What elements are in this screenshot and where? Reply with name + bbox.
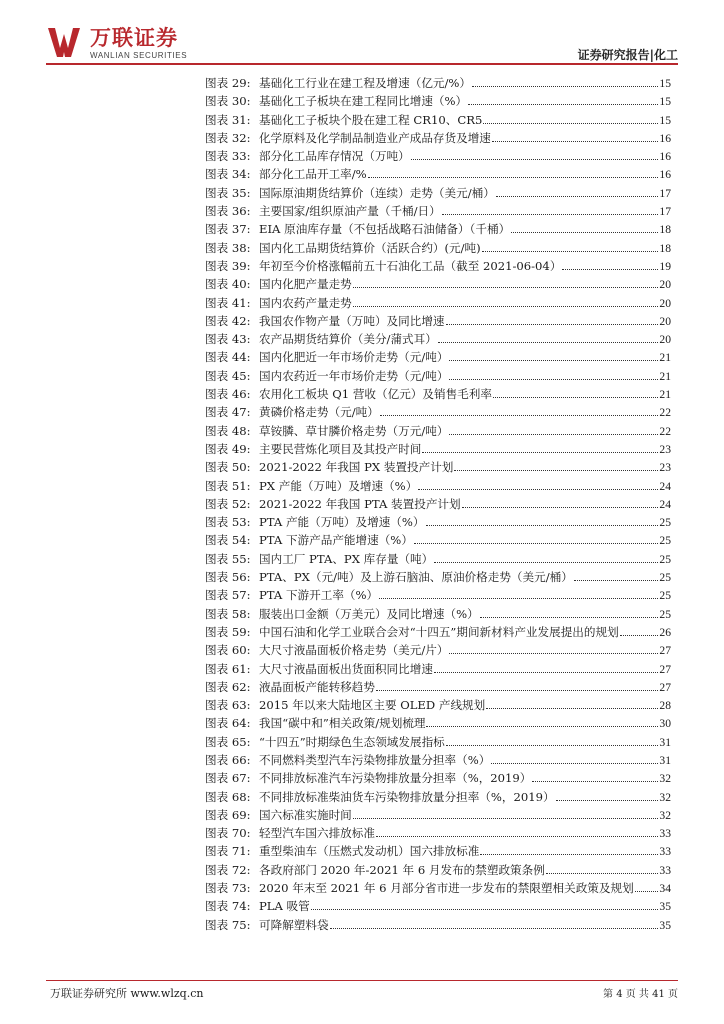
toc-entry-page: 27 bbox=[659, 680, 671, 694]
toc-entry-page: 35 bbox=[659, 900, 671, 914]
toc-entry-page: 33 bbox=[659, 863, 671, 877]
toc-entry-title: 化学原料及化学制品制造业产成品存货及增速 bbox=[259, 130, 491, 145]
toc-entry-page: 21 bbox=[659, 369, 671, 383]
toc-dot-leader bbox=[422, 443, 658, 453]
toc-entry-title: 2021-2022 年我国 PX 装置投产计划 bbox=[259, 460, 454, 475]
toc-entry[interactable] bbox=[205, 605, 671, 623]
toc-entry-title: 国内化肥近一年市场价走势（元/吨） bbox=[259, 350, 449, 365]
toc-entry-label: 图表 44: bbox=[205, 350, 251, 365]
toc-entry-label: 图表 69: bbox=[205, 807, 251, 822]
toc-entry-page: 15 bbox=[659, 95, 671, 109]
toc-entry[interactable] bbox=[205, 842, 671, 860]
toc-entry-page: 25 bbox=[659, 534, 671, 548]
toc-entry-page: 16 bbox=[659, 168, 671, 182]
toc-entry-label: 图表 47: bbox=[205, 405, 251, 420]
toc-entry-page: 16 bbox=[659, 150, 671, 164]
toc-entry[interactable] bbox=[205, 495, 671, 513]
toc-entry-label: 图表 43: bbox=[205, 332, 251, 347]
toc-entry[interactable] bbox=[205, 422, 671, 440]
toc-dot-leader bbox=[414, 534, 658, 544]
toc-entry[interactable] bbox=[205, 623, 671, 641]
toc-entry-title: 中国石油和化学工业联合会对“十四五”期间新材料产业发展提出的规划 bbox=[259, 624, 619, 639]
toc-entry-label: 图表 73: bbox=[205, 881, 251, 896]
toc-entry-page: 25 bbox=[659, 589, 671, 603]
toc-entry-title: 农产品期货结算价（美分/蒲式耳） bbox=[259, 332, 437, 347]
toc-entry-title: 可降解塑料袋 bbox=[259, 917, 329, 932]
toc-entry-title: PLA 吸管 bbox=[259, 899, 310, 914]
toc-entry[interactable] bbox=[205, 824, 671, 842]
toc-entry-page: 22 bbox=[659, 424, 671, 438]
toc-entry[interactable] bbox=[205, 660, 671, 678]
toc-entry-label: 图表 55: bbox=[205, 551, 251, 566]
toc-entry[interactable] bbox=[205, 641, 671, 659]
toc-entry-page: 30 bbox=[659, 717, 671, 731]
toc-entry[interactable] bbox=[205, 403, 671, 421]
toc-entry-title: 部分化工品库存情况（万吨） bbox=[259, 149, 410, 164]
toc-entry-label: 图表 35: bbox=[205, 185, 251, 200]
toc-entry-label: 图表 40: bbox=[205, 277, 251, 292]
toc-dot-leader bbox=[486, 699, 658, 709]
toc-entry-label: 图表 38: bbox=[205, 240, 251, 255]
toc-dot-leader bbox=[493, 388, 658, 398]
footer-source: 万联证券研究所 www.wlzq.cn bbox=[50, 987, 204, 1000]
toc-entry-page: 25 bbox=[659, 607, 671, 621]
report-type: 证券研究报告|化工 bbox=[577, 48, 678, 62]
toc-dot-leader bbox=[462, 498, 659, 508]
toc-entry-title: PTA 产能（万吨）及增速（%） bbox=[259, 515, 425, 530]
toc-entry-title: 基础化工子板块个股在建工程 CR10、CR5 bbox=[259, 112, 483, 127]
toc-entry-label: 图表 45: bbox=[205, 368, 251, 383]
toc-entry-page: 19 bbox=[659, 259, 671, 273]
toc-entry-page: 25 bbox=[659, 571, 671, 585]
toc-entry[interactable] bbox=[205, 294, 671, 312]
toc-entry-page: 27 bbox=[659, 644, 671, 658]
toc-entry-title: PTA 下游开工率（%） bbox=[259, 588, 379, 603]
toc-entry-title: 2020 年末至 2021 年 6 月部分省市进一步发布的禁限塑相关政策及规划 bbox=[259, 881, 634, 896]
logo-english-name: WANLIAN SECURITIES bbox=[90, 51, 188, 60]
toc-entry-label: 图表 59: bbox=[205, 624, 251, 639]
toc-entry-title: 2021-2022 年我国 PTA 装置投产计划 bbox=[259, 496, 461, 511]
toc-entry-title: 年初至今价格涨幅前五十石油化工品（截至 2021-06-04） bbox=[259, 258, 562, 273]
toc-entry-title: “十四五”时期绿色生态领域发展指标 bbox=[259, 734, 445, 749]
toc-entry-page: 16 bbox=[659, 131, 671, 145]
toc-entry-title: 黄磷价格走势（元/吨） bbox=[259, 405, 379, 420]
toc-entry-label: 图表 37: bbox=[205, 222, 251, 237]
toc-entry[interactable] bbox=[205, 129, 671, 147]
toc-entry-title: 国内化工品期货结算价（活跃合约）(元/吨) bbox=[259, 240, 481, 255]
toc-entry-title: 国内农药产量走势 bbox=[259, 295, 352, 310]
toc-entry-page: 32 bbox=[659, 808, 671, 822]
toc-dot-leader bbox=[449, 370, 658, 380]
toc-dot-leader bbox=[446, 736, 659, 746]
toc-entry-label: 图表 61: bbox=[205, 661, 251, 676]
toc-dot-leader bbox=[311, 900, 659, 910]
toc-entry-label: 图表 75: bbox=[205, 917, 251, 932]
toc-entry-title: 部分化工品开工率/% bbox=[259, 167, 367, 182]
toc-entry-page: 20 bbox=[659, 296, 671, 310]
toc-entry-title: 轻型汽车国六排放标准 bbox=[259, 826, 375, 841]
toc-entry-title: 基础化工子板块在建工程同比增速（%） bbox=[259, 94, 468, 109]
toc-entry-page: 20 bbox=[659, 314, 671, 328]
toc-entry-page: 27 bbox=[659, 662, 671, 676]
toc-dot-leader bbox=[446, 315, 659, 325]
toc-entry[interactable] bbox=[205, 916, 671, 934]
toc-entry-title: PX 产能（万吨）及增速（%） bbox=[259, 478, 418, 493]
toc-entry-label: 图表 57: bbox=[205, 588, 251, 603]
toc-dot-leader bbox=[380, 406, 659, 416]
toc-entry-page: 17 bbox=[659, 186, 671, 200]
toc-entry-page: 33 bbox=[659, 827, 671, 841]
toc-entry-page: 35 bbox=[659, 918, 671, 932]
toc-entry-title: 主要民营炼化项目及其投产时间 bbox=[259, 441, 422, 456]
toc-entry[interactable] bbox=[205, 348, 671, 366]
toc-entry-page: 32 bbox=[659, 772, 671, 786]
toc-entry-title: 主要国家/组织原油产量（千桶/日） bbox=[259, 204, 441, 219]
toc-dot-leader bbox=[449, 351, 658, 361]
toc-entry-label: 图表 29: bbox=[205, 76, 251, 90]
toc-entry-title: 服装出口金额（万美元）及同比增速（%） bbox=[259, 606, 479, 621]
toc-entry-title: 大尺寸液晶面板出货面积同比增速 bbox=[259, 661, 433, 676]
toc-entry[interactable] bbox=[205, 806, 671, 824]
toc-entry-page: 33 bbox=[659, 845, 671, 859]
toc-entry[interactable] bbox=[205, 257, 671, 275]
toc-entry-page: 17 bbox=[659, 205, 671, 219]
toc-entry-page: 31 bbox=[659, 735, 671, 749]
toc-entry-title: 大尺寸液晶面板价格走势（美元/片） bbox=[259, 643, 449, 658]
toc-entry[interactable] bbox=[205, 440, 671, 458]
toc-entry-label: 图表 60: bbox=[205, 643, 251, 658]
toc-dot-leader bbox=[449, 425, 658, 435]
toc-entry[interactable] bbox=[205, 74, 671, 92]
toc-dot-leader bbox=[454, 461, 658, 471]
toc-entry-page: 15 bbox=[659, 113, 671, 127]
toc-dot-leader bbox=[511, 223, 658, 233]
toc-entry-label: 图表 64: bbox=[205, 716, 251, 731]
toc-dot-leader bbox=[353, 809, 659, 819]
toc-entry-label: 图表 49: bbox=[205, 441, 251, 456]
toc-entry-label: 图表 31: bbox=[205, 112, 251, 127]
toc-entry-page: 34 bbox=[659, 882, 671, 896]
toc-entry-page: 15 bbox=[659, 77, 671, 90]
toc-entry[interactable] bbox=[205, 861, 671, 879]
toc-dot-leader bbox=[483, 114, 658, 124]
toc-entry-title: 国内化肥产量走势 bbox=[259, 277, 352, 292]
toc-entry[interactable] bbox=[205, 92, 671, 110]
toc-entry[interactable] bbox=[205, 733, 671, 751]
toc-dot-leader bbox=[556, 791, 659, 801]
toc-entry-page: 25 bbox=[659, 552, 671, 566]
toc-entry-title: 国六标准实施时间 bbox=[259, 807, 352, 822]
toc-entry-title: 国内农药近一年市场价走势（元/吨） bbox=[259, 368, 449, 383]
toc-entry-page: 22 bbox=[659, 406, 671, 420]
toc-dot-leader bbox=[418, 480, 658, 490]
toc-entry-title: 不同排放标准汽车污染物排放量分担率（%，2019） bbox=[259, 771, 532, 786]
toc-entry[interactable] bbox=[205, 550, 671, 568]
toc-entry-page: 28 bbox=[659, 699, 671, 713]
toc-dot-leader bbox=[562, 260, 658, 270]
toc-entry-label: 图表 66: bbox=[205, 752, 251, 767]
toc-entry-label: 图表 33: bbox=[205, 149, 251, 164]
toc-entry-label: 图表 48: bbox=[205, 423, 251, 438]
toc-entry-label: 图表 46: bbox=[205, 387, 251, 402]
toc-entry[interactable] bbox=[205, 788, 671, 806]
toc-entry-label: 图表 58: bbox=[205, 606, 251, 621]
toc-entry-label: 图表 51: bbox=[205, 478, 251, 493]
toc-entry-page: 18 bbox=[659, 241, 671, 255]
toc-dot-leader bbox=[442, 205, 659, 215]
toc-entry-label: 图表 62: bbox=[205, 679, 251, 694]
toc-entry-title: 农用化工板块 Q1 营收（亿元）及销售毛利率 bbox=[259, 387, 492, 402]
toc-entry[interactable] bbox=[205, 751, 671, 769]
toc-entry-label: 图表 70: bbox=[205, 826, 251, 841]
toc-entry[interactable] bbox=[205, 513, 671, 531]
toc-dot-leader bbox=[482, 242, 659, 252]
toc-entry-label: 图表 50: bbox=[205, 460, 251, 475]
toc-dot-leader bbox=[574, 571, 659, 581]
toc-dot-leader bbox=[620, 626, 659, 636]
toc-entry[interactable] bbox=[205, 879, 671, 897]
toc-entry-page: 21 bbox=[659, 388, 671, 402]
toc-dot-leader bbox=[353, 278, 659, 288]
toc-dot-leader bbox=[532, 772, 658, 782]
toc-entry-label: 图表 53: bbox=[205, 515, 251, 530]
toc-dot-leader bbox=[376, 827, 658, 837]
toc-entry[interactable] bbox=[205, 330, 671, 348]
toc-entry-page: 31 bbox=[659, 753, 671, 767]
toc-dot-leader bbox=[546, 864, 659, 874]
toc-entry[interactable] bbox=[205, 239, 671, 257]
toc-dot-leader bbox=[411, 150, 659, 160]
toc-entry[interactable] bbox=[205, 111, 671, 129]
toc-entry-label: 图表 54: bbox=[205, 533, 251, 548]
toc-entry[interactable] bbox=[205, 477, 671, 495]
toc-dot-leader bbox=[434, 663, 658, 673]
toc-dot-leader bbox=[426, 516, 659, 526]
toc-entry-label: 图表 39: bbox=[205, 258, 251, 273]
toc-dot-leader bbox=[635, 882, 659, 892]
toc-entry[interactable] bbox=[205, 458, 671, 476]
toc-entry-title: 草铵膦、草甘膦价格走势（万元/吨） bbox=[259, 423, 449, 438]
toc-entry-title: 重型柴油车（压燃式发动机）国六排放标准 bbox=[259, 844, 480, 859]
toc-entry-title: 基础化工行业在建工程及增速（亿元/%） bbox=[259, 76, 472, 90]
toc-entry[interactable] bbox=[205, 897, 671, 915]
toc-entry-label: 图表 68: bbox=[205, 789, 251, 804]
toc-entry-page: 23 bbox=[659, 461, 671, 475]
toc-entry-label: 图表 74: bbox=[205, 899, 251, 914]
toc-entry-title: PTA、PX（元/吨）及上游石脑油、原油价格走势（美元/桶） bbox=[259, 570, 573, 585]
logo-chinese-name: 万联证券 bbox=[90, 26, 178, 50]
toc-entry-page: 32 bbox=[659, 790, 671, 804]
toc-entry-page: 26 bbox=[659, 625, 671, 639]
toc-entry[interactable] bbox=[205, 568, 671, 586]
toc-dot-leader bbox=[492, 132, 659, 142]
toc-entry-page: 24 bbox=[659, 479, 671, 493]
toc-entry-label: 图表 67: bbox=[205, 771, 251, 786]
toc-entry[interactable] bbox=[205, 147, 671, 165]
toc-entry[interactable] bbox=[205, 367, 671, 385]
toc-dot-leader bbox=[426, 717, 658, 727]
toc-entry[interactable] bbox=[205, 165, 671, 183]
toc-entry-title: PTA 下游产品产能增速（%） bbox=[259, 533, 413, 548]
toc-dot-leader bbox=[496, 187, 659, 197]
toc-dot-leader bbox=[379, 589, 658, 599]
toc-entry[interactable] bbox=[205, 714, 671, 732]
toc-entry-label: 图表 56: bbox=[205, 570, 251, 585]
toc-entry-page: 18 bbox=[659, 223, 671, 237]
toc-entry-title: 我国“碳中和”相关政策/规划梳理 bbox=[259, 716, 426, 731]
company-logo bbox=[46, 24, 246, 64]
toc-entry-label: 图表 32: bbox=[205, 130, 251, 145]
toc-entry-label: 图表 41: bbox=[205, 295, 251, 310]
toc-entry-title: 国际原油期货结算价（连续）走势（美元/桶） bbox=[259, 185, 495, 200]
toc-entry[interactable] bbox=[205, 586, 671, 604]
toc-entry-title: 我国农作物产量（万吨）及同比增速 bbox=[259, 313, 445, 328]
figure-index bbox=[205, 74, 671, 934]
toc-dot-leader bbox=[480, 845, 658, 855]
toc-entry-label: 图表 52: bbox=[205, 496, 251, 511]
toc-entry[interactable] bbox=[205, 202, 671, 220]
toc-dot-leader bbox=[491, 754, 658, 764]
page-number: 第 4 页 共 41 页 bbox=[603, 989, 678, 1000]
toc-entry[interactable] bbox=[205, 696, 671, 714]
toc-entry-page: 25 bbox=[659, 516, 671, 530]
toc-entry-page: 20 bbox=[659, 278, 671, 292]
toc-entry-title: 不同排放标准柴油货车污染物排放量分担率（%，2019） bbox=[259, 789, 555, 804]
toc-entry-label: 图表 34: bbox=[205, 167, 251, 182]
toc-dot-leader bbox=[438, 333, 659, 343]
toc-entry-title: 国内工厂 PTA、PX 库存量（吨） bbox=[259, 551, 434, 566]
toc-entry-label: 图表 63: bbox=[205, 698, 251, 713]
toc-dot-leader bbox=[472, 77, 658, 87]
toc-entry-label: 图表 30: bbox=[205, 94, 251, 109]
toc-entry[interactable] bbox=[205, 769, 671, 787]
toc-entry-label: 图表 71: bbox=[205, 844, 251, 859]
toc-entry-page: 23 bbox=[659, 442, 671, 456]
toc-entry-page: 24 bbox=[659, 497, 671, 511]
toc-entry[interactable] bbox=[205, 220, 671, 238]
toc-entry-label: 图表 65: bbox=[205, 734, 251, 749]
toc-dot-leader bbox=[330, 919, 659, 929]
toc-entry[interactable] bbox=[205, 385, 671, 403]
wanlian-logo-icon bbox=[46, 24, 82, 60]
toc-entry[interactable] bbox=[205, 531, 671, 549]
toc-entry-label: 图表 36: bbox=[205, 204, 251, 219]
toc-dot-leader bbox=[468, 95, 658, 105]
toc-entry-page: 21 bbox=[659, 351, 671, 365]
toc-entry-page: 20 bbox=[659, 333, 671, 347]
toc-entry-title: 2015 年以来大陆地区主要 OLED 产线规划 bbox=[259, 698, 486, 713]
toc-entry-title: 各政府部门 2020 年-2021 年 6 月发布的禁塑政策条例 bbox=[259, 862, 545, 877]
toc-entry-title: 液晶面板产能转移趋势 bbox=[259, 679, 375, 694]
toc-dot-leader bbox=[449, 644, 658, 654]
footer-divider bbox=[46, 980, 678, 981]
toc-dot-leader bbox=[434, 553, 658, 563]
toc-entry[interactable] bbox=[205, 678, 671, 696]
toc-entry[interactable] bbox=[205, 184, 671, 202]
toc-entry-label: 图表 72: bbox=[205, 862, 251, 877]
page-header bbox=[46, 22, 678, 66]
toc-dot-leader bbox=[353, 297, 659, 307]
toc-dot-leader bbox=[376, 681, 658, 691]
toc-entry[interactable] bbox=[205, 275, 671, 293]
toc-dot-leader bbox=[480, 608, 659, 618]
toc-entry-title: 不同燃料类型汽车污染物排放量分担率（%） bbox=[259, 752, 491, 767]
toc-entry-label: 图表 42: bbox=[205, 313, 251, 328]
toc-entry-title: EIA 原油库存量（不包括战略石油储备）（千桶） bbox=[259, 222, 511, 237]
header-divider bbox=[46, 63, 678, 65]
toc-entry[interactable] bbox=[205, 312, 671, 330]
toc-dot-leader bbox=[368, 168, 659, 178]
